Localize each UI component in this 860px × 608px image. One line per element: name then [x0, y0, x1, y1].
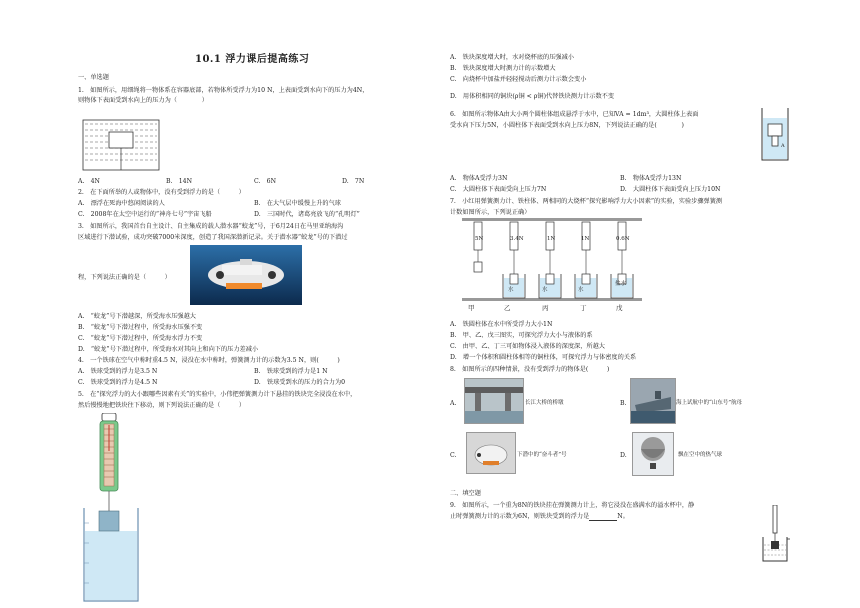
q2-stem: 2. 在下面所举的人或物体中，没有受到浮力的是（ ） [78, 189, 245, 196]
q7-reading-3: 1N [547, 236, 556, 242]
q1-stem: 1. 如图所示，用细绳将一物体系在容器底部，若物体所受浮力为10 N，上表面受到水向下的压力为4N， [78, 87, 369, 94]
q2-option-c[interactable]: C. 2008年在太空中运行的“神舟七号”宇宙飞船 [78, 211, 212, 218]
q7-reading-5: 0.6N [616, 236, 630, 242]
q6-option-b[interactable]: B. 物体A受浮力13N [620, 175, 682, 182]
q1-option-c[interactable]: C. 6N [254, 178, 277, 185]
q5-stem: 然后慢慢地把铁块往下移动，则下列说法正确的是（ ） [78, 402, 246, 409]
q4-option-c[interactable]: C. 铁球受到的浮力是4.5 N [78, 379, 158, 386]
q2-option-d[interactable]: D. 三国时代，诸葛亮放飞的“孔明灯” [254, 211, 360, 218]
q1-option-d[interactable]: D. 7N [342, 178, 365, 185]
q8-caption-d: 飘在空中的热气球 [678, 452, 723, 458]
q7-iron-cylinder [582, 274, 590, 284]
q7-label-bing: 丙 [542, 304, 549, 312]
q7-stem: 7. 小红用弹簧测力计、铁柱体、两相同的大烧杯“探究影响浮力大小因素”的实验，实验步骤弹簧测 [450, 198, 723, 205]
q7-label-ding: 丁 [580, 304, 587, 312]
q5-option-a[interactable]: A. 铁块深度增大时，水对烧杯底的压强减小 [450, 54, 574, 61]
q7-iron-cylinder [474, 262, 482, 272]
q8-stem: 8. 如图所示的四种情景，没有受到浮力的物体是( ) [450, 366, 610, 373]
q7-liquid-label: 水 [542, 287, 548, 293]
section-heading: 一、单选题 [78, 74, 109, 81]
q7-label-wu: 戊 [616, 304, 623, 312]
section-heading: 二、填空题 [450, 490, 481, 497]
q7-reading-4: 1N [581, 236, 590, 242]
q6-option-a[interactable]: A. 物体A受浮力3N [450, 175, 508, 182]
q1-option-a[interactable]: A. 4N [78, 178, 100, 185]
hot-air-balloon-photo [632, 432, 674, 476]
q3-stem: 区域进行下潜试验，成功突破7000米深度，创造了我国深潜新记录。关于潜水器“蛟龙”号的下潜过 [78, 234, 348, 241]
q9-overflow-cup-figure [760, 505, 790, 565]
q8-caption-b: 海上试航中的“山东号”航母 [676, 400, 743, 406]
q5-stem: 5. 在“探究浮力的大小跟哪些因素有关”的实验中，小伟把弹簧测力计下悬挂的铁块完全浸没在水中， [78, 391, 357, 398]
q6-cylinder-figure [760, 106, 790, 162]
q2-option-a[interactable]: A. 漂浮在死海中悠闲阅读的人 [78, 200, 165, 207]
q5-spring-scale-beaker-figure [80, 413, 142, 605]
q7-label-yi: 乙 [504, 304, 511, 312]
q9-stem: 止时弹簧测力计的示数为6N，则铁块受到的浮力是 [450, 513, 590, 520]
q3-stem: 3. 如图所示，我国首台自主设计、自主集成的载人潜水器“蛟龙”号，于6月24日在马里亚纳海沟 [78, 223, 344, 230]
q7-option-c[interactable]: C. 由甲、乙、丁三可如物体浸入液体的深度深，所越大 [450, 343, 605, 350]
q3-option-b[interactable]: B. “蛟龙”号下潜过程中，所受海水压强不变 [78, 324, 203, 331]
q7-option-b[interactable]: B. 甲、乙、戊三图实，可探究浮力大小与液体的系 [450, 332, 593, 339]
q5-option-c[interactable]: C. 向烧杯中加盐并轻轻搅动后测力计示数会变小 [450, 76, 587, 83]
q7-liquid-label: 水 [578, 287, 584, 293]
q4-option-b[interactable]: B. 铁球受到的浮力是1 N [254, 368, 328, 375]
q3-option-a[interactable]: A. “蛟龙”号下潜越深，所受海水压强越大 [78, 313, 196, 320]
q8-option-d-letter[interactable]: D. [620, 452, 627, 459]
q4-option-a[interactable]: A. 铁球受到的浮力是3.5 N [78, 368, 158, 375]
q9-answer-blank[interactable] [589, 514, 617, 521]
q1-option-b[interactable]: B. 14N [166, 178, 192, 185]
q9-stem: 9. 如图所示，一个重为8N的铁块挂在弹簧测力计上，将它浸没在盛满水的溢水杯中，静 [450, 502, 695, 509]
q7-option-d[interactable]: D. 增一个体积和圆柱体相等的铜柱体，可探究浮力与体密度的关系 [450, 354, 637, 361]
q6-option-d[interactable]: D. 大圆柱体下表面受向上压力10N [620, 186, 721, 193]
q7-stem: 计数如图所示，下列说正确） [450, 209, 531, 216]
q9-stem-line2 [450, 513, 629, 521]
q8-caption-c: 下潜中的“奋斗者”号 [517, 452, 567, 458]
q7-option-a[interactable]: A. 铁圆柱体在水中所受浮力大小1N [450, 321, 553, 328]
q7-liquid-label: 盐水 [615, 281, 627, 287]
q9-stem: N。 [617, 513, 629, 520]
q6-option-c[interactable]: C. 大圆柱体下表面受向上压力7N [450, 186, 547, 193]
q5-option-b[interactable]: B. 铁块深度增大时测力计的示数增大 [450, 65, 556, 72]
q2-option-b[interactable]: B. 在大气层中缓慢上升的气球 [254, 200, 341, 207]
q7-reading-1: 5N [475, 236, 484, 242]
q4-option-d[interactable]: D. 铁球受到水的压力的合力为0 [254, 379, 346, 386]
q5-option-d[interactable]: D. 用体积相同的铜块(ρ铜 < ρ铜)代替铁块测力计示数不变 [450, 93, 615, 100]
q7-reading-2: 3.4N [510, 236, 524, 242]
q8-option-a-letter[interactable]: A. [450, 400, 457, 407]
q4-stem: 4. 一个铁球在空气中称时重4.5 N，浸没在水中称时，弹簧测力计的示数为3.5 N，则( ) [78, 357, 340, 364]
q7-experiment-figure [462, 218, 642, 310]
q7-label-jia: 甲 [468, 304, 475, 312]
bridge-pier-photo [464, 378, 524, 424]
q6-figure-label: A [781, 143, 785, 149]
q3-stem: 程，下列说法正确的是（ ） [78, 274, 171, 281]
q6-stem: 受水向下压力5N，小圆柱体下表面受到水向上压力8N，下列说法正确的是( ) [450, 122, 684, 129]
q8-option-c-letter[interactable]: C. [450, 452, 457, 459]
page-title: 10.1 浮力课后提高练习 [195, 54, 310, 65]
q7-iron-cylinder [510, 274, 518, 284]
q3-option-d[interactable]: D. “蛟龙”号下潜过程中，所受海水对其向上和向下的压力差减小 [78, 346, 259, 353]
q7-liquid-label: 水 [508, 287, 514, 293]
q8-caption-a: 长江大桥的桥墩 [525, 400, 564, 406]
aircraft-carrier-photo [630, 378, 676, 424]
q7-iron-cylinder [546, 274, 554, 284]
q1-container-figure [82, 110, 162, 172]
q1-stem: 则物体下表面受到水向上的压力为（ ） [78, 97, 208, 104]
q3-option-c[interactable]: C. “蛟龙”号下潜过程中，所受海水浮力不变 [78, 335, 203, 342]
q6-stem: 6. 如图所示物体A由大小两个圆柱体组成悬浮于水中，已知VA = 1dm³，大圆柱体上表面 [450, 111, 699, 118]
q8-option-b-letter[interactable]: B. [620, 400, 627, 407]
fendouzhe-submersible-photo [466, 432, 516, 474]
submersible-photo [190, 245, 302, 305]
